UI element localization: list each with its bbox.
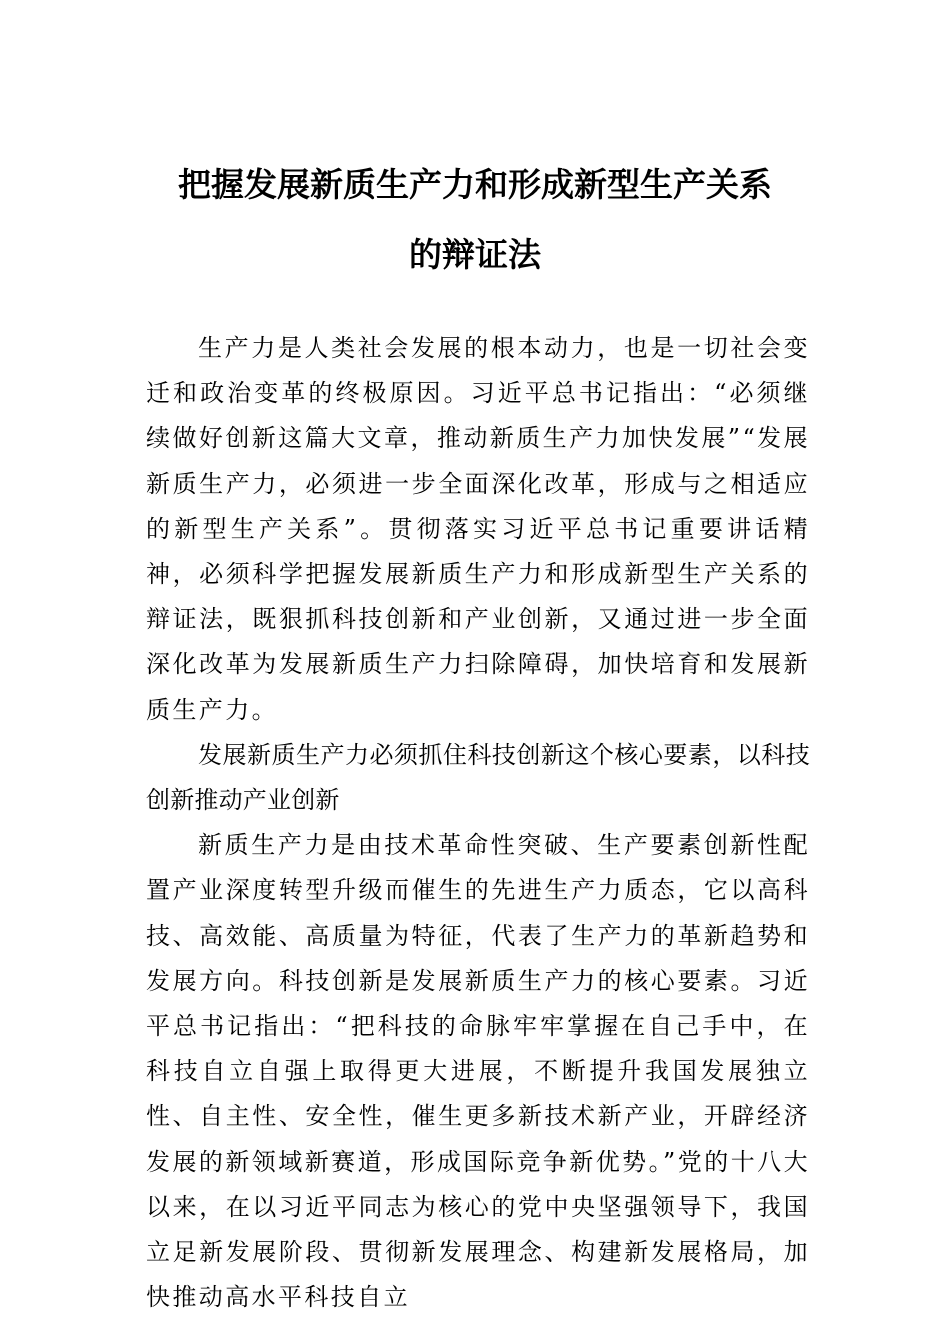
document-body bbox=[146, 326, 810, 1320]
document-title-line-1: 把握发展新质生产力和形成新型生产关系 bbox=[178, 165, 772, 204]
paragraph-body: 新质生产力是由技术革命性突破、生产要素创新性配置产业深度转型升级而催生的先进生产力质态，它以高科技、高效能、高质量为特征，代表了生产力的革新趋势和发展方向。科技创新是发展新质生产力的核心要素。习近平总书记指出：“把科技的命脉牢牢掌握在自己手中，在科技自立自强上取得更大进展，不断提升我国发展独立性、自主性、安全性，催生更多新技术新产业，开辟经济发展的新领域新赛道，形成国际竞争新优势。”党的十八大以来，在以习近平同志为核心的党中央坚强领导下，我国立足新发展阶段、贯彻新发展理念、构建新发展格局，加快推动高水平科技自立 bbox=[146, 831, 810, 1312]
section-heading: 发展新质生产力必须抓住科技创新这个核心要素，以科技创新推动产业创新 bbox=[146, 740, 810, 815]
paragraph-intro: 生产力是人类社会发展的根本动力，也是一切社会变迁和政治变革的终极原因。习近平总书记指出：“必须继续做好创新这篇大文章，推动新质生产力加快发展”“发展新质生产力，必须进一步全面深化改革，形成与之相适应的新型生产关系”。贯彻落实习近平总书记重要讲话精神，必须科学把握发展新质生产力和形成新型生产关系的辩证法，既狠抓科技创新和产业创新，又通过进一步全面深化改革为发展新质生产力扫除障碍，加快培育和发展新质生产力。 bbox=[146, 334, 810, 724]
document-title-line-2: 的辩证法 bbox=[409, 235, 541, 274]
